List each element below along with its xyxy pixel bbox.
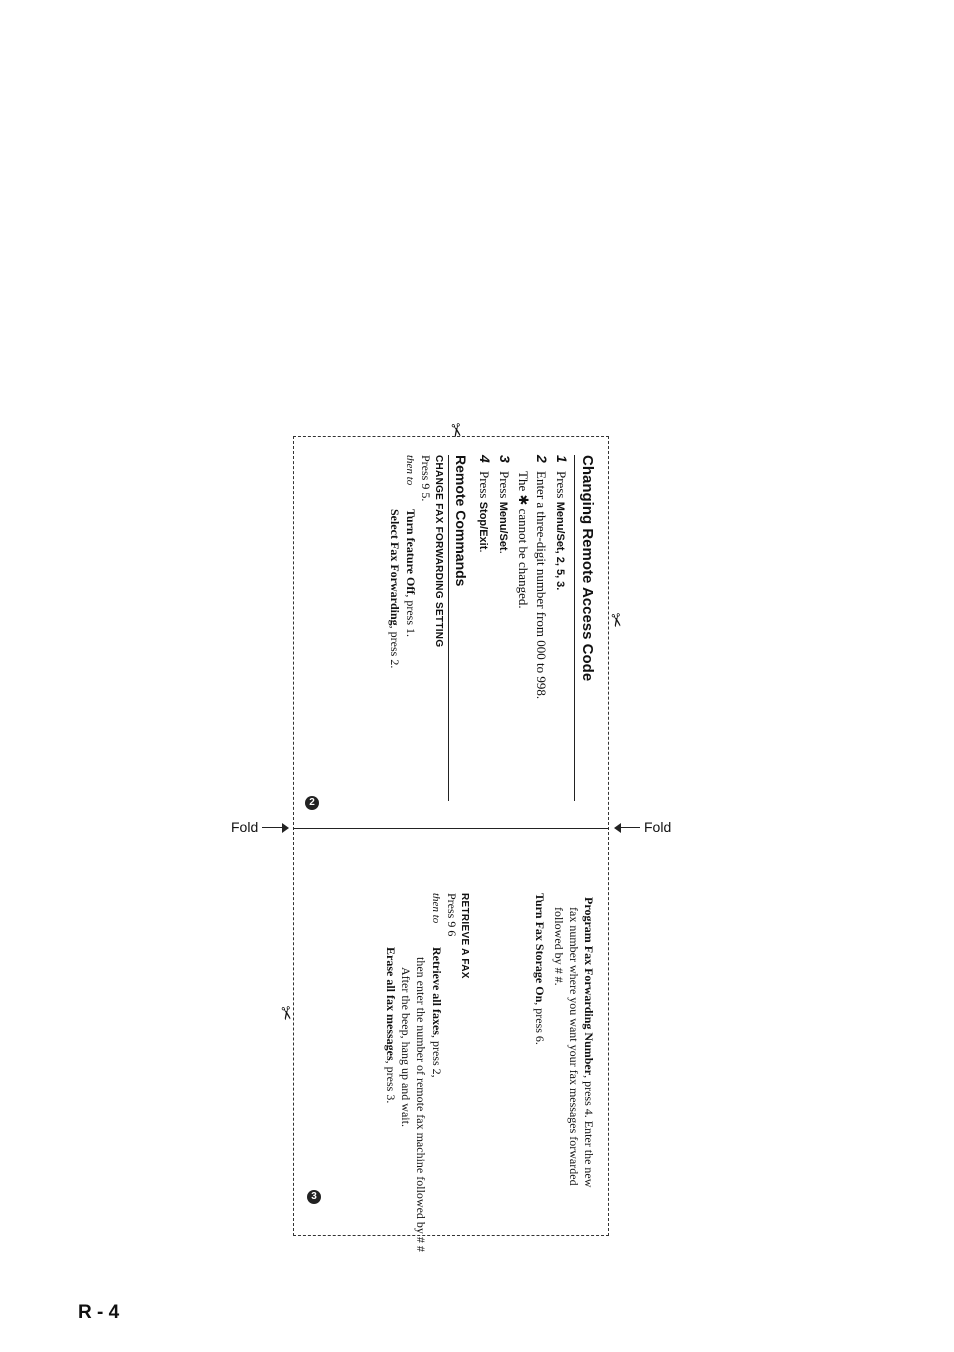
scissors-icon: ✂ <box>273 1004 298 1023</box>
program-line-2: fax number where you want your fax messages forwarded <box>567 907 581 1186</box>
scissors-icon: ✂ <box>443 421 468 440</box>
remote-commands-rule <box>448 455 449 801</box>
fold-arrow-right <box>618 827 640 828</box>
panel-remote-access <box>387 455 596 805</box>
title-rule <box>574 455 575 801</box>
retrieve-subsection-title: RETRIEVE A FAX <box>459 893 470 979</box>
panel-number-badge: 2 <box>305 796 319 810</box>
retrieve-line: then toRetrieve all faxes, press 2, <box>430 893 444 1078</box>
arrow-left-icon <box>614 823 621 833</box>
erase-line: Erase all fax messages, press 3. <box>384 947 398 1104</box>
panel-fax-commands <box>383 893 596 1252</box>
step-4: 4Press Stop/Exit. <box>477 455 493 553</box>
retrieve-line-2: then enter the number of remote fax machine followed by # # <box>414 957 428 1252</box>
remote-commands-title: Remote Commands <box>453 455 469 587</box>
option-line: Select Fax Forwarding, press 2. <box>388 509 402 669</box>
page-number: R - 4 <box>78 1302 120 1323</box>
section-title: Changing Remote Access Code <box>579 455 596 682</box>
scissors-icon: ✂ <box>603 611 628 630</box>
panel-number-badge: 3 <box>307 1190 321 1204</box>
step-1: 1Press Menu/Set, 2, 5, 3. <box>554 455 570 591</box>
option-line: then toTurn feature Off, press 1. <box>404 455 418 638</box>
fold-label-right: Fold <box>644 819 672 835</box>
step-2-note: The ✱ cannot be changed. <box>516 471 531 609</box>
fold-line <box>293 828 609 829</box>
arrow-right-icon <box>282 823 289 833</box>
step-3: 3Press Menu/Set. <box>497 455 513 554</box>
program-line-3: followed by # #. <box>552 907 566 986</box>
storage-line: Turn Fax Storage On, press 6. <box>533 893 547 1045</box>
retrieve-press-line: Press 9 6 <box>445 893 459 937</box>
step-2: 2Enter a three-digit number from 000 to 998. <box>534 455 550 700</box>
subsection-title: CHANGE FAX FORWARDING SETTING <box>433 455 444 648</box>
fold-label-left: Fold <box>231 819 259 835</box>
press-line: Press 9 5. <box>419 455 433 502</box>
program-line: Program Fax Forwarding Number, press 4. Enter the new <box>582 897 596 1188</box>
retrieve-line-3: After the beep, hang up and wait. <box>399 967 413 1127</box>
